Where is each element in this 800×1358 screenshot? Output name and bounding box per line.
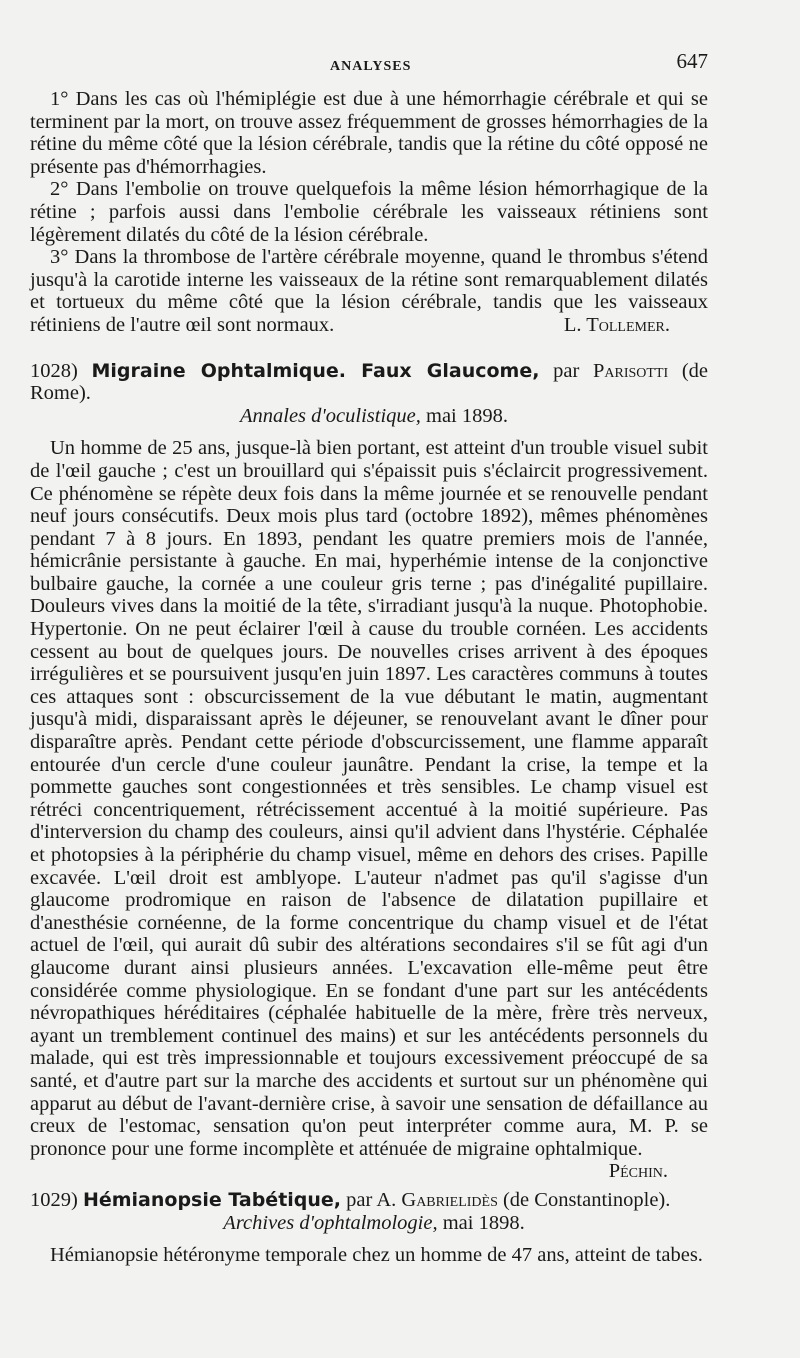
paragraph-point-2: 2° Dans l'embolie on trouve quelquefois la même lésion hémorrhagique de la rétine ; parfois aussi dans l'embolie cérébrale les vaisseaux rétiniens sont légèrement dilatés du côté de la lésion cérébrale. xyxy=(30,178,708,246)
entry-1029-by: par A. xyxy=(346,1188,397,1211)
entry-1028-journal: Annales d'oculistique, xyxy=(239,404,421,427)
entry-1028-author: Parisotti xyxy=(593,359,669,382)
entry-1029-body: Hémianopsie hétéronyme temporale chez un homme de 47 ans, atteint de tabes. xyxy=(50,1244,703,1267)
entry-1028-date: mai 1898. xyxy=(426,404,508,427)
signature-tollemer: L. Tollemer. xyxy=(563,313,670,336)
running-head: ANALYSES xyxy=(330,59,412,74)
entry-1029-journal: Archives d'ophtalmologie, xyxy=(223,1211,438,1234)
paragraph-point-3-text: 3° Dans la thrombose de l'artère cérébrale moyenne, quand le thrombus s'étend jusqu'à la carotide interne les vaisseaux de la rétine sont remarquablement dilatés et tortueux du même côté que la lésion cérébrale, tandis que les vaisseaux rétiniens de l'autre œil sont normaux. xyxy=(30,246,708,336)
entry-1029-location: (de Constantinople). xyxy=(502,1188,671,1211)
entry-1029-number: 1029) xyxy=(30,1188,78,1211)
entry-1029-heading xyxy=(30,1189,708,1212)
page-number: 647 xyxy=(676,49,708,73)
entry-1028-location: (de Rome). xyxy=(30,359,709,405)
entry-1028-heading xyxy=(30,360,708,405)
article-text xyxy=(30,88,708,1267)
entry-1029-author: Gabrielidès xyxy=(401,1188,498,1211)
signature-pechin: Péchin. xyxy=(608,1160,668,1183)
entry-1029-title: Hémianopsie Tabétique, xyxy=(82,1188,342,1211)
entry-1028-title: Migraine Ophtalmique. Faux Glaucome, xyxy=(91,359,540,382)
entry-1028-body: Un homme de 25 ans, jusque-là bien portant, est atteint d'un trouble visuel subit de l'œil gauche ; c'est un brouillard qui s'épaissit puis s'éclaircit progressivement. Ce phénomène se répète deux fois dans la même journée et se renouvelle pendant neuf jours consécutifs. Deux mois plus tard (octobre 1892), mêmes phénomènes pendant 7 à 8 jours. En 1893, pendant les quatre premiers mois de l'année, hémicrânie persistante à gauche. En mai, hyperhémie intense de la conjonctive bulbaire gauche, la cornée a une couleur gris terne ; pas d'inégalité pupillaire. Douleurs vives dans la moitié de la tête, s'irradiant jusqu'à la nuque. Photophobie. Hypertonie. On ne peut éclairer l'œil à cause du trouble cornéen. Les accidents cessent au bout de quelques jours. De nouvelles crises arrivent à des époques irrégulières et se poursuivent jusqu'en juin 1897. Les caractères communs à toutes ces attaques sont : obscurcissement de la vue débutant le matin, augmentant jusqu'à midi, disparaissant après le déjeuner, se renouvelant avant le dîner pour disparaître après. Pendant cette période d'obscurcissement, une flamme apparaît entourée d'un cercle d'une couleur jaunâtre. Pendant la crise, la tempe et la pommette gauches sont congestionnées et très sensibles. Le champ visuel est rétréci concentriquement, rétrécissement accentué à la moitié supérieure. Pas d'interversion du champ des couleurs, ainsi qu'il advient dans l'hystérie. Céphalée et photopsies à la périphérie du champ visuel, même en dehors des crises. Papille excavée. L'œil droit est amblyope. L'auteur n'admet pas qu'il s'agisse d'un glaucome prodromique en raison de l'absence de dilatation pupillaire et d'anesthésie cornéenne, de la forme concentrique du champ visuel et de l'état actuel de l'œil, qui aurait dû subir des altérations secondaires s'il se fût agi d'un glaucome durant ainsi plusieurs années. L'excavation elle-même peut être considérée comme physiologique. En se fondant d'une part sur les antécédents névropathiques héréditaires (céphalée habituelle de la mère, frère très nerveux, ayant un tremblement continuel des mains) et sur les antécédents personnels du malade, qui est très impressionnable et toujours excessivement préoccupé de sa santé, et d'autre part sur la marche des accidents et surtout sur un phénomène qui apparut au début de l'avant-dernière crise, à savoir une sensation de défaillance au creux de l'estomac, sensation qu'on peut interpréter comme aura, M. P. se prononce pour une forme incomplète et atténuée de migraine ophtalmique. xyxy=(30,437,708,1160)
entry-1029-citation xyxy=(30,1212,708,1235)
entry-1028-by: par xyxy=(553,359,580,382)
entry-1028-citation xyxy=(30,405,708,428)
page-header xyxy=(0,50,800,80)
entry-1029-date: mai 1898. xyxy=(442,1211,525,1234)
entry-1028-number: 1028) xyxy=(30,359,78,382)
paragraph-point-1: 1° Dans les cas où l'hémiplégie est due à une hémorrhagie cérébrale et qui se terminent par la mort, on trouve assez fréquemment de grosses hémorrhagies de la rétine du même côté que la lésion cérébrale, tandis que la rétine du côté opposé ne présente pas d'hémorrhagies. xyxy=(30,88,708,178)
paragraph-point-3 xyxy=(30,246,708,336)
